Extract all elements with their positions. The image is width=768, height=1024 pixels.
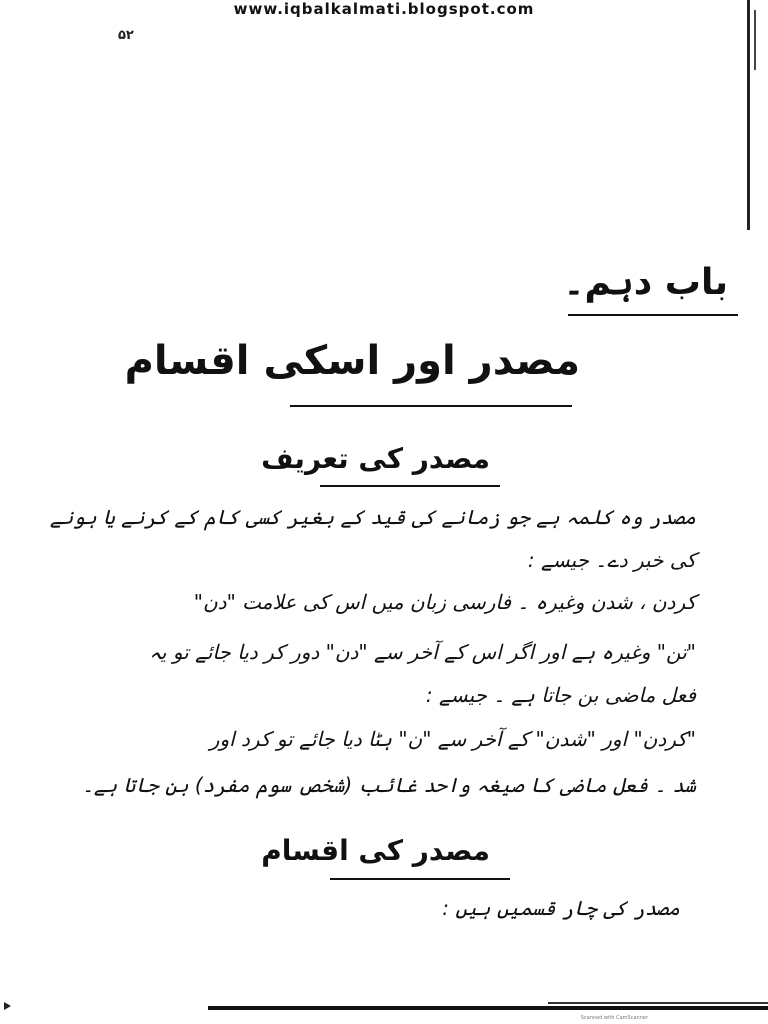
- definition-line-6: "کردن" اور "شدن" کے آخر سے "ن" ہٹا دیا جائے تو کرد اور: [209, 727, 696, 751]
- chapter-title: باب دہم۔: [563, 262, 728, 303]
- section-heading-types: مصدر کی اقسام: [261, 834, 490, 867]
- page-number: ۵۲: [118, 28, 134, 43]
- scan-edge-right: [747, 0, 750, 230]
- types-line-1: مصدر کی چار قسمیں ہیں :: [442, 896, 680, 920]
- definition-line-7: شد ۔ فعل ماضی کا صیغہ واحد غائب (شخص سوم مفرد) بن جاتا ہے۔: [82, 773, 696, 797]
- section-heading-definition-underline: [320, 485, 500, 487]
- scan-edge-right-top: [754, 10, 756, 70]
- main-heading: مصدر اور اسکی اقسام: [124, 338, 580, 384]
- definition-line-2: کی خبر دے۔ جیسے :: [527, 548, 696, 572]
- blog-url: www.iqbalkalmati.blogspot.com: [233, 0, 535, 18]
- definition-line-5: فعل ماضی بن جاتا ہے ۔ جیسے :: [425, 683, 696, 707]
- definition-line-1: مصدر وہ کلمہ ہے جو زمانے کی قید کے بغیر کسی کام کے کرنے یا ہونے: [49, 505, 696, 529]
- scan-corner-mark: [4, 1002, 11, 1010]
- chapter-title-underline: [568, 314, 738, 316]
- definition-line-3: کردن ، شدن وغیرہ ۔ فارسی زبان میں اس کی علامت "دن": [193, 590, 696, 614]
- scan-edge-bottom-thin: [548, 1002, 768, 1004]
- section-heading-types-underline: [330, 878, 510, 880]
- scanner-watermark: Scanned with CamScanner: [580, 1015, 648, 1021]
- section-heading-definition: مصدر کی تعریف: [261, 442, 490, 475]
- main-heading-underline: [290, 405, 572, 407]
- scan-edge-bottom: [208, 1006, 768, 1010]
- definition-line-4: "تن" وغیرہ ہے اور اگر اس کے آخر سے "دن" دور کر دیا جائے تو یہ: [149, 640, 696, 664]
